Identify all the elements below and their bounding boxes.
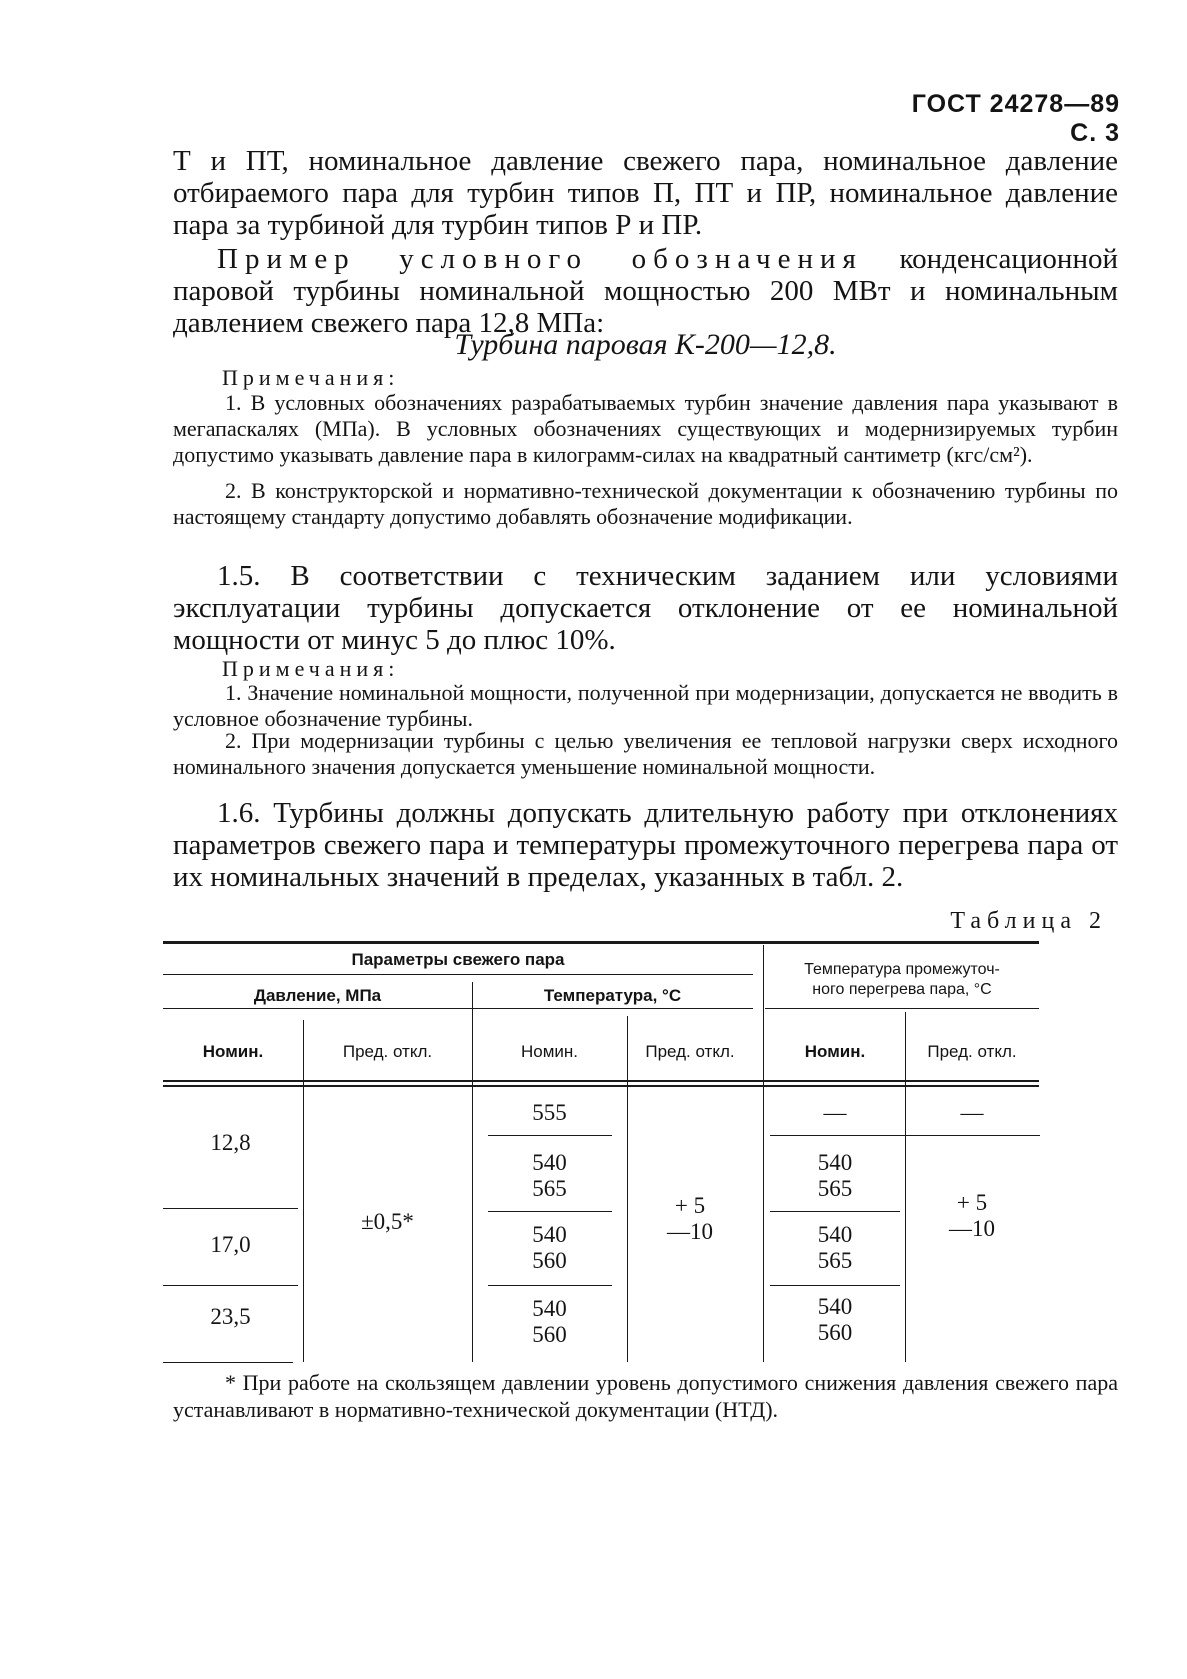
reheat-deviation: + 5 —10 [949, 1190, 995, 1241]
rule-under-pressure-temp [163, 1008, 753, 1009]
reheat-deviation-first: — [960, 1100, 984, 1125]
header-bottom-rule-1 [163, 1080, 1039, 1082]
table-footnote: * При работе на скользящем давлении уровень допустимого снижения давления свежего пара устанавливают в нормативно-технической документации (НТД). [173, 1370, 1118, 1422]
note-2-2: 2. При модернизации турбины с целью увеличения ее тепловой нагрузки сверх исходного номинального значения допускается уменьшение номинальной мощности. [173, 728, 1118, 779]
header-bottom-rule-2 [163, 1085, 1039, 1087]
temp-cell: 540 560 [532, 1222, 567, 1273]
page-header: ГОСТ 24278—89 С. 3 [911, 90, 1120, 147]
turbine-designation: Турбина паровая К-200—12,8. [454, 328, 837, 361]
example-lead: Пример условного обозначения [217, 243, 863, 275]
notes-title-2: Примечания: [222, 656, 400, 681]
pressure-row-3: 23,5 [210, 1304, 251, 1329]
note-2-1: 1. Значение номинальной мощности, полученной при модернизации, допускается не вводить в условное обозначение турбины. [173, 680, 1118, 731]
pressure-row-1: 12,8 [210, 1130, 251, 1155]
header-pressure: Давление, МПа [253, 986, 382, 1005]
example-rest: конденсационной паровой турбины номинальной мощностью 200 МВт и номинальным давлением свежего пара 12,8 МПа: [173, 243, 1118, 339]
temp-cell: 540 565 [532, 1150, 567, 1201]
rule-temp-555 [488, 1135, 612, 1136]
footnote-rule [163, 1362, 293, 1363]
header-temperature: Температура, °С [543, 986, 682, 1005]
temp-cell: 540 560 [532, 1296, 567, 1347]
reheat-cell: 540 565 [817, 1222, 853, 1273]
reheat-cell: 540 560 [817, 1294, 853, 1345]
header-fresh-steam: Параметры свежего пара [351, 950, 565, 969]
paragraph-continuation: Т и ПТ, номинальное давление свежего пара, номинальное давление отбираемого пара для турбин типов П, ПТ и ПР, номинальное давление пара за турбиной для турбин типов Р и ПР. [173, 145, 1118, 241]
rule-temp-row2 [488, 1285, 612, 1286]
header-reheat-dev: Пред. откл. [927, 1042, 1017, 1061]
rule-under-reheat [765, 1008, 1039, 1009]
table-caption: Таблица 2 [950, 908, 1107, 934]
vline-temp-dev [627, 1016, 628, 1362]
header-reheat-nom: Номин. [804, 1042, 866, 1061]
rule-reheat-dash [770, 1135, 1040, 1136]
vline-reheat [763, 945, 764, 1362]
rule-pressure-row2 [163, 1285, 298, 1286]
header-pressure-nom: Номин. [202, 1042, 264, 1061]
temp-deviation: + 5 —10 [667, 1193, 713, 1244]
vline-reheat-dev [905, 1012, 906, 1362]
vline-pressure-dev [303, 1020, 304, 1362]
rule-reheat-row2 [770, 1285, 900, 1286]
temp-cell: 555 [532, 1100, 567, 1125]
table-top-rule [163, 941, 1039, 944]
reheat-cell: 540 565 [817, 1150, 853, 1201]
header-temp-nom: Номин. [520, 1042, 579, 1061]
header-reheat [765, 960, 1039, 1000]
note-1-2: 2. В конструкторской и нормативно-технической документации к обозначению турбины по настоящему стандарту допустимо добавлять обозначение модификации. [173, 478, 1118, 529]
paragraph-1-5: 1.5. В соответствии с техническим заданием или условиями эксплуатации турбины допускается отклонение от ее номинальной мощности от минус 5 до плюс 10%. [173, 560, 1118, 656]
note-1-1: 1. В условных обозначениях разрабатываемых турбин значение давления пара указывают в мегапаскалях (МПа). В условных обозначениях существующих и модернизируемых турбин допустимо указывать давление пара в килограмм-силах на квадратный сантиметр (кгс/см²). [173, 390, 1118, 467]
pressure-row-2: 17,0 [210, 1232, 251, 1257]
header-temp-dev: Пред. откл. [645, 1042, 735, 1061]
pressure-deviation: ±0,5* [361, 1209, 414, 1234]
rule-pressure-row1 [163, 1208, 298, 1209]
rule-temp-row1 [488, 1211, 612, 1212]
rule-under-fresh-steam [163, 974, 753, 975]
header-reheat-line1: Температура промежуточ- [804, 961, 1000, 978]
paragraph-1-6: 1.6. Турбины должны допускать длительную работу при отклонениях параметров свежего пара и температуры промежуточного перегрева пара от их номинальных значений в пределах, указанных в табл. 2. [173, 797, 1118, 893]
header-reheat-line2: ного перегрева пара, °С [812, 981, 992, 998]
header-pressure-dev: Пред. откл. [342, 1042, 433, 1061]
notes-title-1: Примечания: [222, 365, 400, 390]
rule-reheat-row1 [770, 1211, 900, 1212]
reheat-cell: — [823, 1100, 847, 1125]
